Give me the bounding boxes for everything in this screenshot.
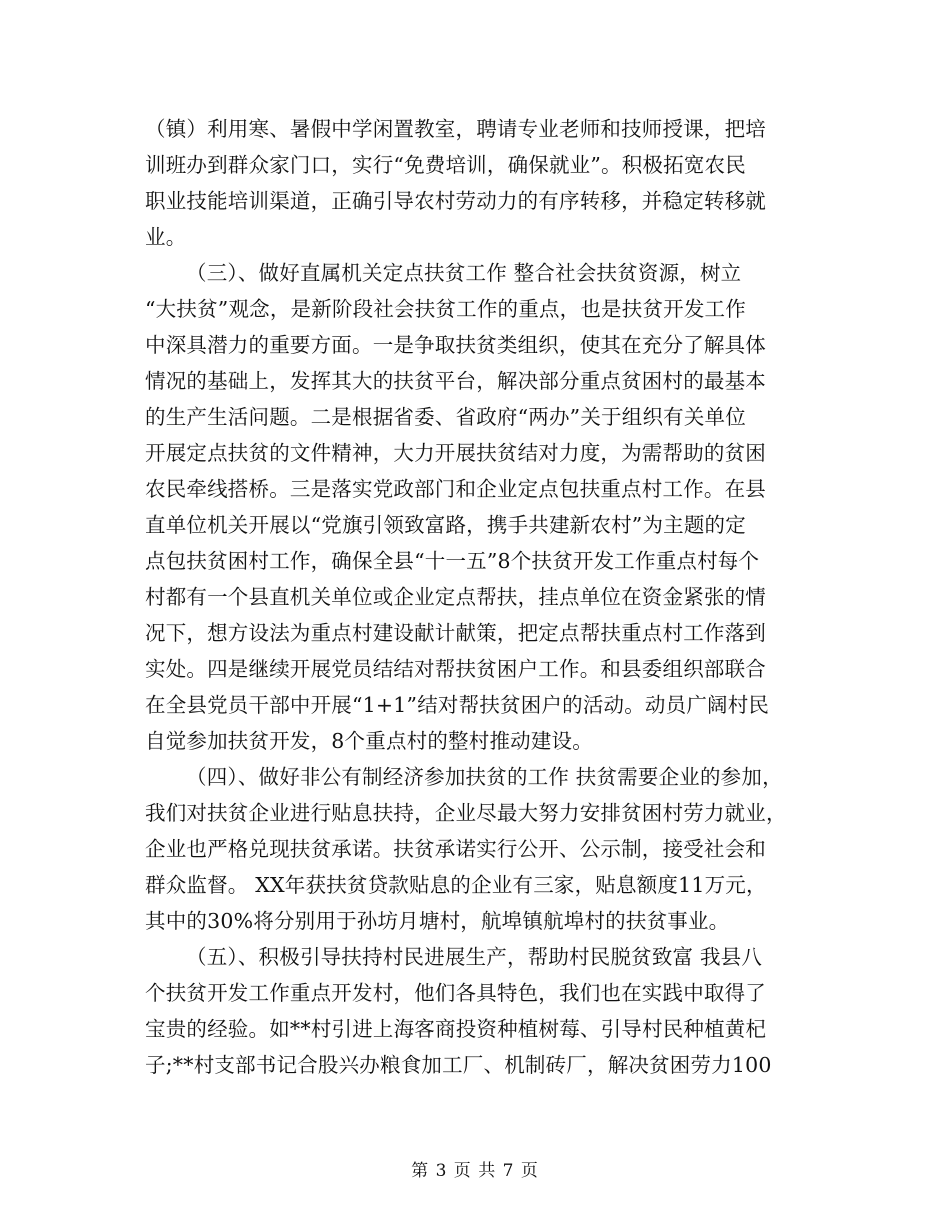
- text-line: 开展定点扶贫的文件精神，大力开展扶贫结对力度，为需帮助的贫困: [145, 441, 766, 465]
- text-line: 直单位机关开展以“党旗引领致富路，携手共建新农村”为主题的定: [145, 513, 746, 537]
- text-line: 点包扶贫困村工作，确保全县“十一五”8个扶贫开发工作重点村每个: [145, 549, 760, 573]
- text-line: 业。: [145, 225, 187, 249]
- text-line: 在全县党员干部中开展“1+1”结对帮扶贫困户的活动。动员广阔村民: [145, 693, 770, 717]
- text-line: 子;**村支部书记合股兴办粮食加工厂、机制砖厂，解决贫困劳力100: [145, 1053, 772, 1077]
- text-line: 群众监督。 XX年获扶贫贷款贴息的企业有三家，贴息额度11万元，: [145, 873, 767, 897]
- text-line: 我们对扶贫企业进行贴息扶持，企业尽最大努力安排贫困村劳力就业，: [145, 801, 787, 825]
- text-line: 情况的基础上，发挥其大的扶贫平台，解决部分重点贫困村的最基本: [145, 369, 766, 393]
- text-line: 况下，想方设法为重点村建设献计献策，把定点帮扶重点村工作落到: [145, 621, 766, 645]
- text-line: 其中的30%将分别用于孙坊月塘村，航埠镇航埠村的扶贫事业。: [145, 909, 730, 933]
- text-line: 的生产生活问题。二是根据省委、省政府“两办”关于组织有关单位: [145, 405, 746, 429]
- text-line: 企业也严格兑现扶贫承诺。扶贫承诺实行公开、公示制，接受社会和: [145, 837, 766, 861]
- text-line: 个扶贫开发工作重点开发村，他们各具特色，我们也在实践中取得了: [145, 981, 766, 1005]
- text-line: 自觉参加扶贫开发，8个重点村的整村推动建设。: [145, 729, 593, 753]
- text-line: （镇）利用寒、暑假中学闲置教室，聘请专业老师和技师授课，把培: [145, 117, 766, 141]
- page-number-footer: 第 3 页 共 7 页: [411, 1161, 539, 1181]
- text-line: 农民牵线搭桥。三是落实党政部门和企业定点包扶重点村工作。在县: [145, 477, 766, 501]
- text-line: “大扶贫”观念，是新阶段社会扶贫工作的重点，也是扶贫开发工作: [145, 297, 746, 321]
- text-line: 训班办到群众家门口，实行“免费培训，确保就业”。积极拓宽农民: [145, 153, 746, 177]
- paragraph-first-line: （三）、做好直属机关定点扶贫工作 整合社会扶贫资源，树立: [186, 261, 742, 285]
- text-line: 村都有一个县直机关单位或企业定点帮扶，挂点单位在资金紧张的情: [145, 585, 766, 609]
- paragraph-first-line: （四）、做好非公有制经济参加扶贫的工作 扶贫需要企业的参加，: [186, 765, 783, 789]
- text-line: 实处。四是继续开展党员结结对帮扶贫困户工作。和县委组织部联合: [145, 657, 766, 681]
- text-line: 宝贵的经验。如**村引进上海客商投资种植树莓、引导村民种植黄杞: [145, 1017, 767, 1041]
- text-line: 中深具潜力的重要方面。一是争取扶贫类组织，使其在充分了解具体: [145, 333, 766, 357]
- paragraph-first-line: （五）、积极引导扶持村民进展生产，帮助村民脱贫致富 我县八: [186, 945, 763, 969]
- text-line: 职业技能培训渠道，正确引导农村劳动力的有序转移，并稳定转移就: [145, 189, 766, 213]
